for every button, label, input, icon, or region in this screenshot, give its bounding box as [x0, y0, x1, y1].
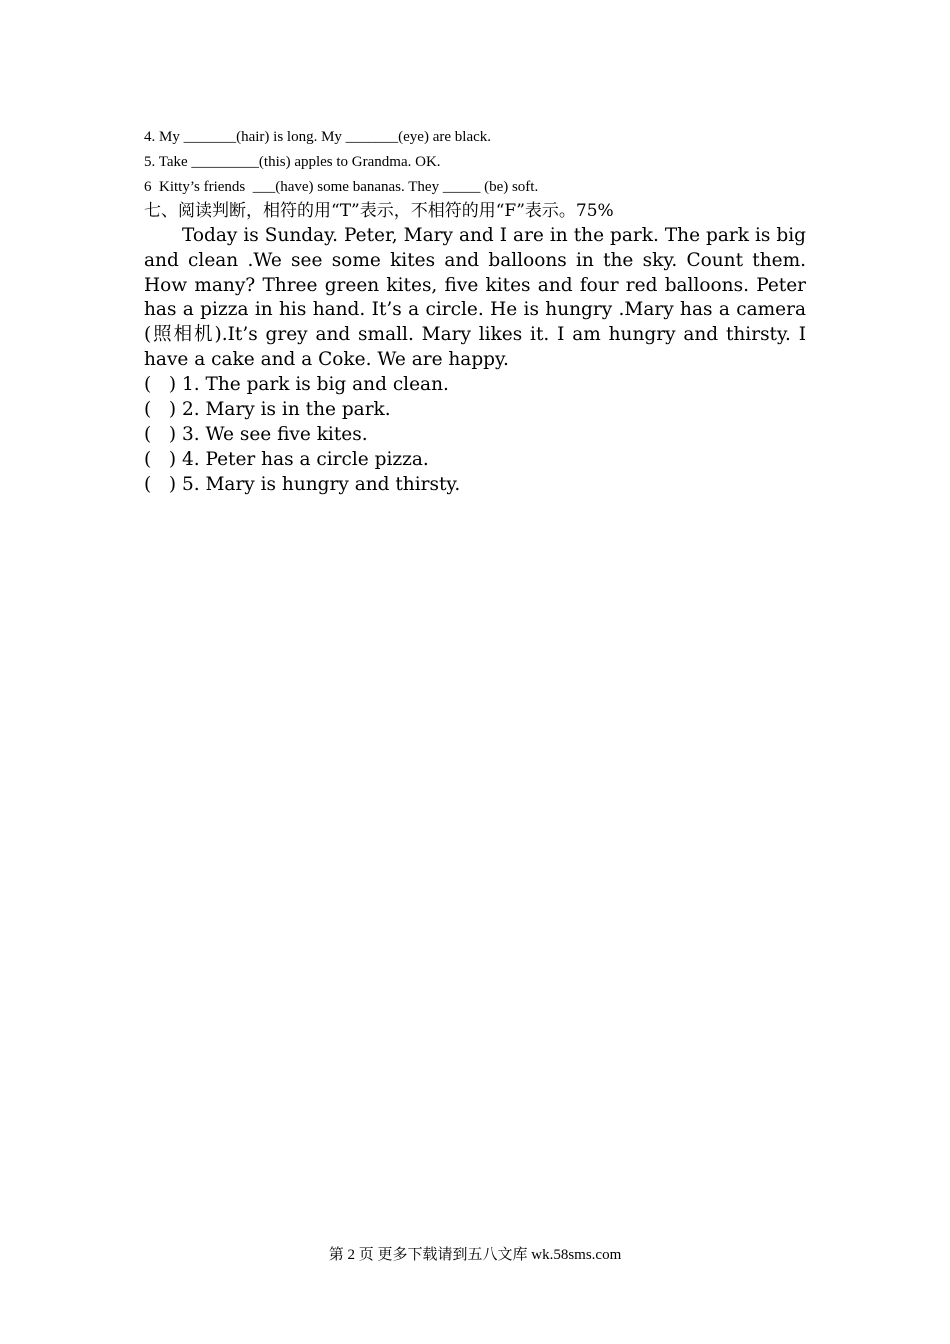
page-footer: 第 2 页 更多下载请到五八文库 wk.58sms.com: [328, 1247, 622, 1263]
reading-passage: Today is Sunday. Peter, Mary and I are in the park. The park is big and clean .We see some kites and balloons in the sky. Count them. How many? Three green kites, five kites and four red balloons. Peter has a pizza in his hand. It’s a circle. He is hungry .Mary has a camera (照相机).It’s grey and small. Mary likes it. I am hungry and thirsty. I have a cake and a Coke. We are happy.: [144, 225, 806, 370]
fill-in-question-5: 5. Take _________(this) apples to Grandma. OK.: [144, 154, 441, 170]
true-false-question-2: ( ) 2. Mary is in the park.: [144, 398, 391, 420]
true-false-question-list: [144, 373, 806, 497]
true-false-question-1: ( ) 1. The park is big and clean.: [144, 374, 449, 395]
true-false-question-3: ( ) 3. We see five kites.: [144, 423, 368, 445]
fill-in-question-6: 6 Kitty’s friends ___(have) some bananas. They _____ (be) soft.: [144, 179, 539, 195]
fill-in-question-4: 4. My _______(hair) is long. My _______(eye) are black.: [144, 129, 492, 145]
section-seven-heading: 七、阅读判断，相符的用“T”表示，不相符的用“F”表示。75%: [144, 201, 614, 221]
true-false-question-4: ( ) 4. Peter has a circle pizza.: [144, 448, 429, 470]
true-false-question-5: ( ) 5. Mary is hungry and thirsty.: [144, 473, 461, 495]
